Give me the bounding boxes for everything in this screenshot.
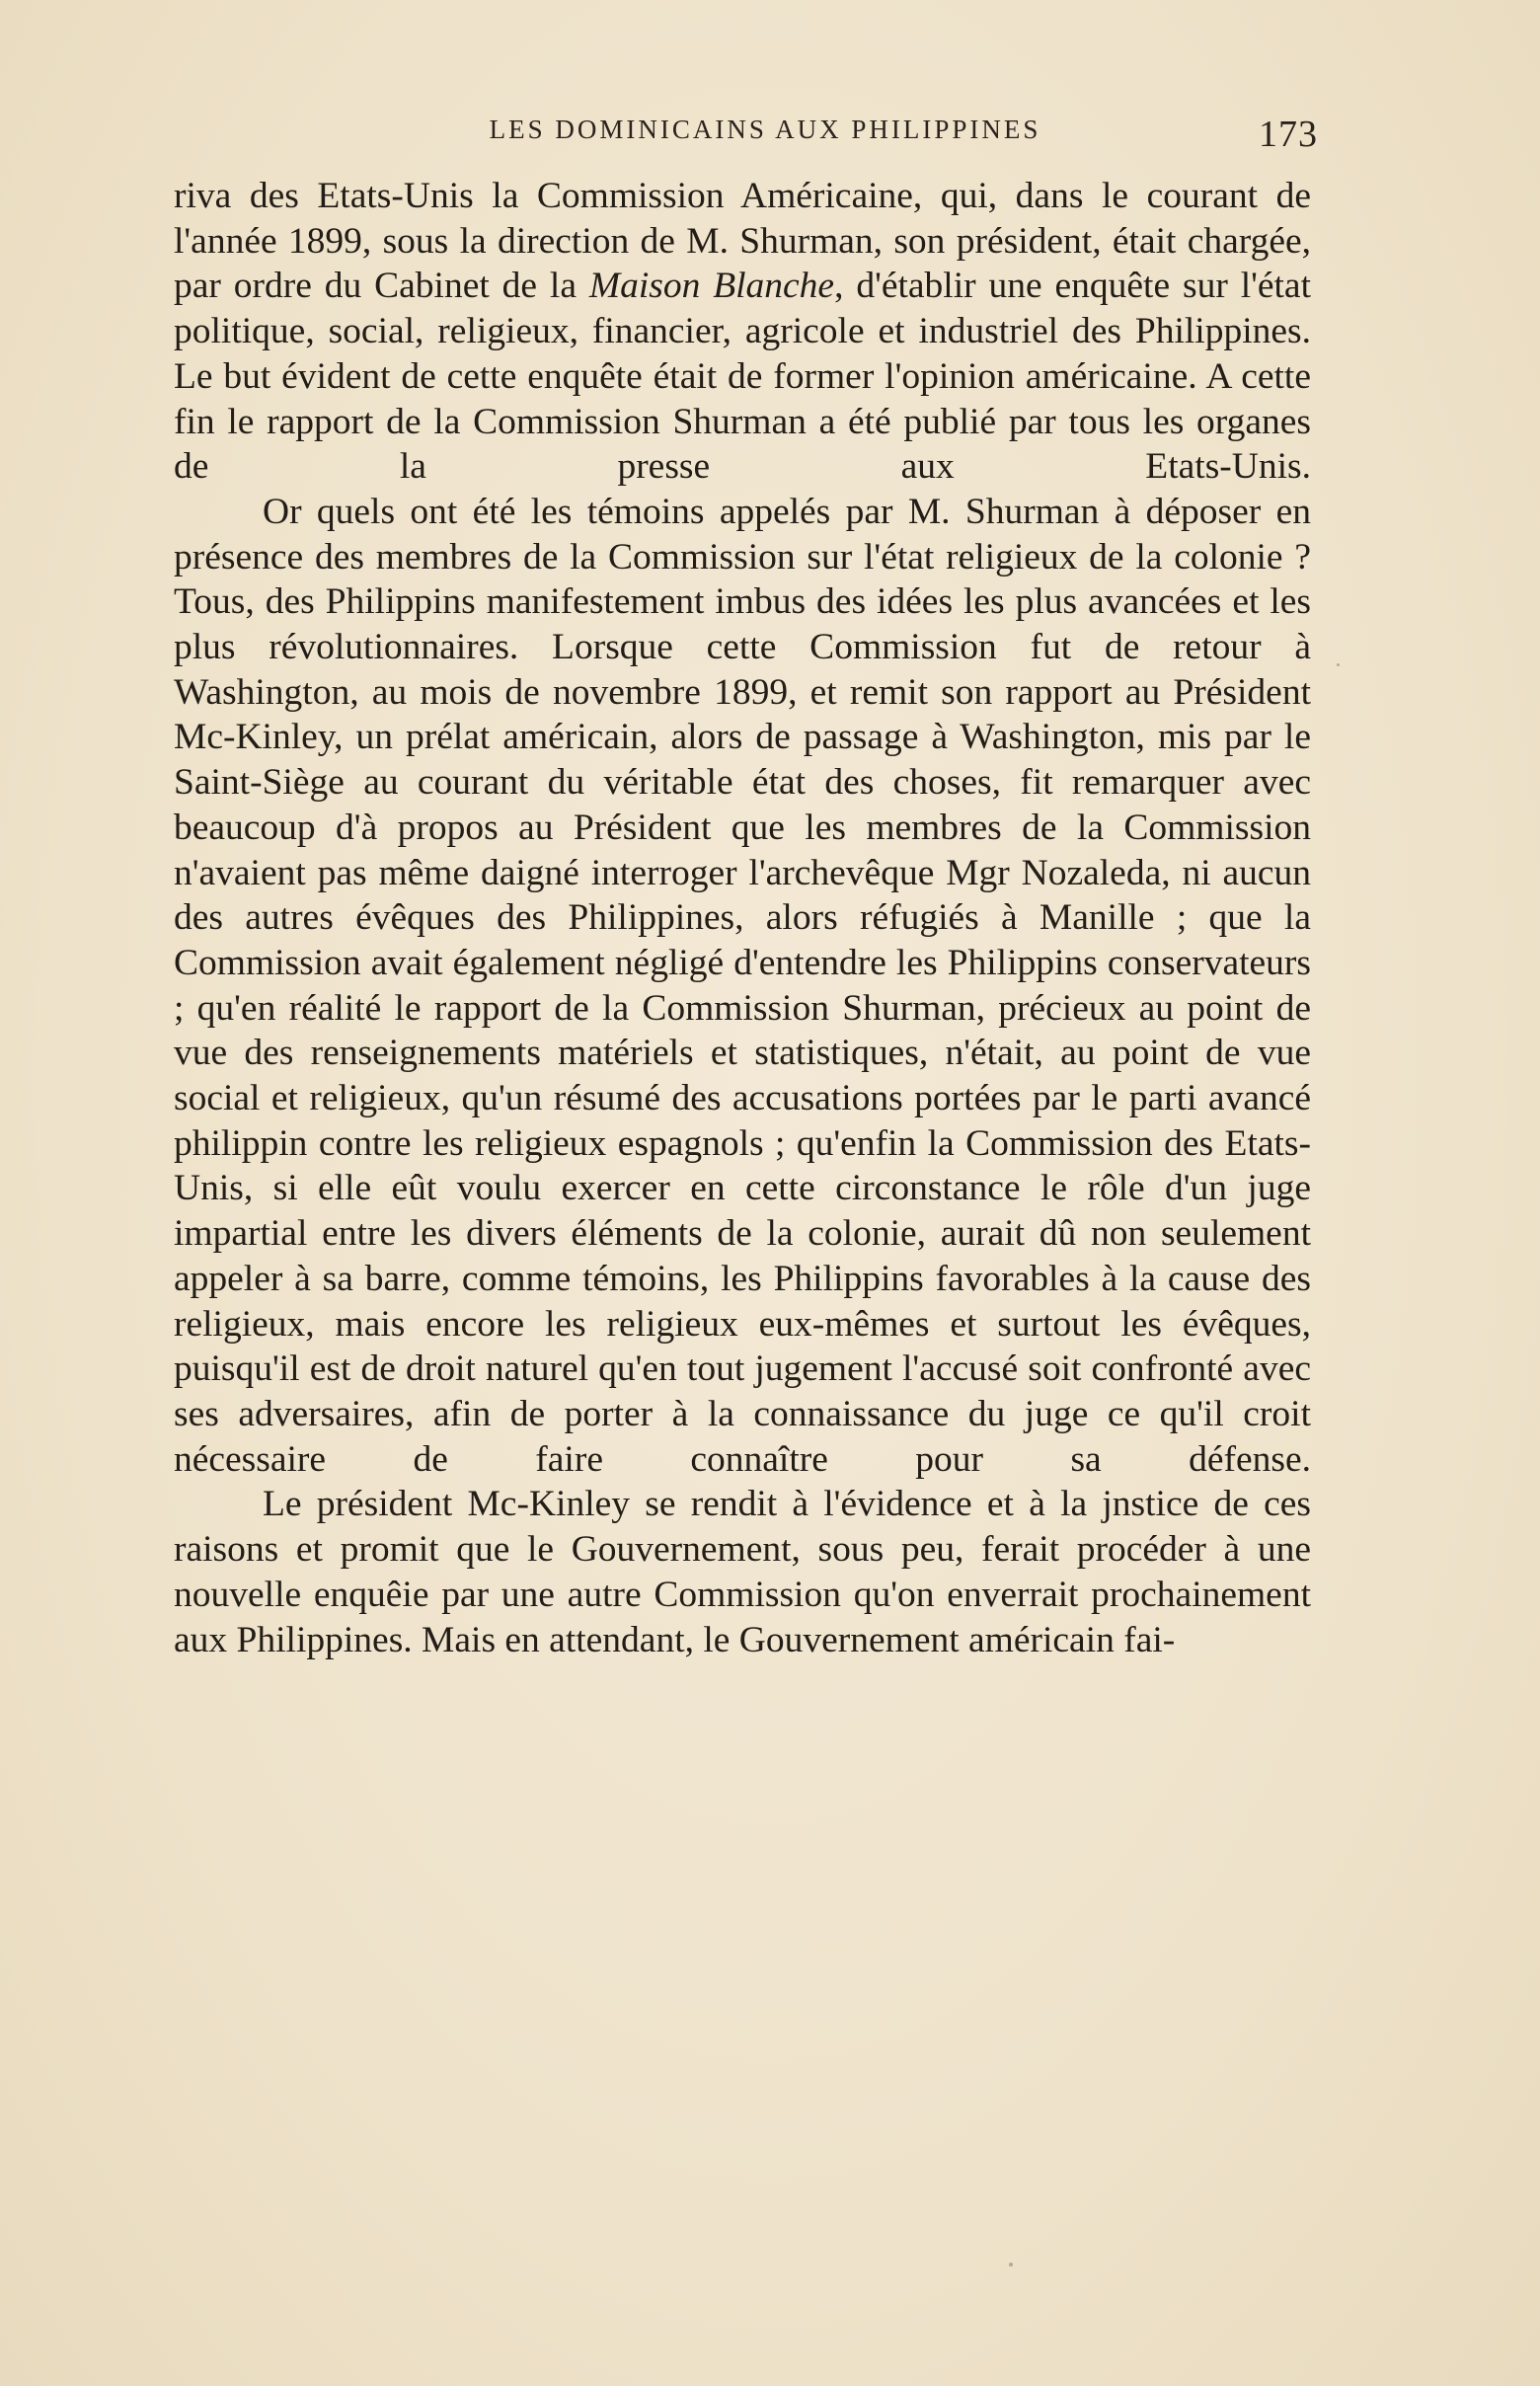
paper-speck	[1337, 663, 1340, 666]
page-number: 173	[1259, 114, 1318, 155]
italic-phrase: Maison Blanche	[588, 266, 835, 307]
paragraph-3: Le président Mc-Kinley se rendit à l'évidence et à la jnstice de ces raisons et promit que le Gouvernement, sous peu, ferait procéder à une nouvelle enquêie par une autre Commission qu'on enverrait prochainement aux Philippines. Mais en attendant, le Gouvernement américain fai-	[174, 1484, 1311, 1660]
running-title: LES DOMINICAINS AUX PHILIPPINES	[489, 115, 1041, 144]
paragraph-2: Or quels ont été les témoins appelés par M. Shurman à déposer en présence des membres de la Commission sur l'état religieux de la colonie ? Tous, des Philippins manifestement imbus des idées les plus avancées et les plus révolutionnaires. Lorsque cette Commission fut de retour à Washington, au mois de novembre 1899, et remit son rapport au Président Mc-Kinley, un prélat américain, alors de passage à Washington, mis par le Saint-Siège au courant du véritable état des choses, fit remarquer avec beaucoup d'à propos au Président que les membres de la Commission n'avaient pas même daigné interroger l'archevêque Mgr Nozaleda, ni aucun des autres évêques des Philippines, alors réfugiés à Manille ; que la Commission avait également négligé d'entendre les Philippins conservateurs ; qu'en réalité le rapport de la Commission Shurman, précieux au point de vue des renseignements matériels et statistiques, n'était, au point de vue social et religieux, qu'un résumé des accusations portées par le parti avancé philippin contre les religieux espagnols ; qu'enfin la Commission des Etats-Unis, si elle eût voulu exercer en cette circonstance le rôle d'un juge impartial entre les divers éléments de la colonie, aurait dû non seulement appeler à sa barre, comme témoins, les Philippins favorables à la cause des religieux, mais encore les religieux eux-mêmes et surtout les évêques, puisqu'il est de droit naturel qu'en tout jugement l'accusé soit confronté avec ses adversaires, afin de porter à la connaissance du juge ce qu'il croit nécessaire de faire connaître pour sa défense.	[174, 491, 1311, 1480]
running-head	[173, 115, 1318, 154]
paper-speck	[1009, 2263, 1013, 2267]
paragraph-1: riva des Etats-Unis la Commission Américaine, qui, dans le courant de l'année 1899, sous la direction de M. Shurman, son président, était chargée, par ordre du Cabinet de la Maison Blanche, d'établir une enquête sur l'état politique, social, religieux, financier, agricole et industriel des Philippines. Le but évident de cette enquête était de former l'opinion américaine. A cette fin le rapport de la Commission Shurman a été publié par tous les organes de la presse aux Etats-Unis.	[174, 176, 1311, 488]
body-text	[174, 174, 1311, 1662]
